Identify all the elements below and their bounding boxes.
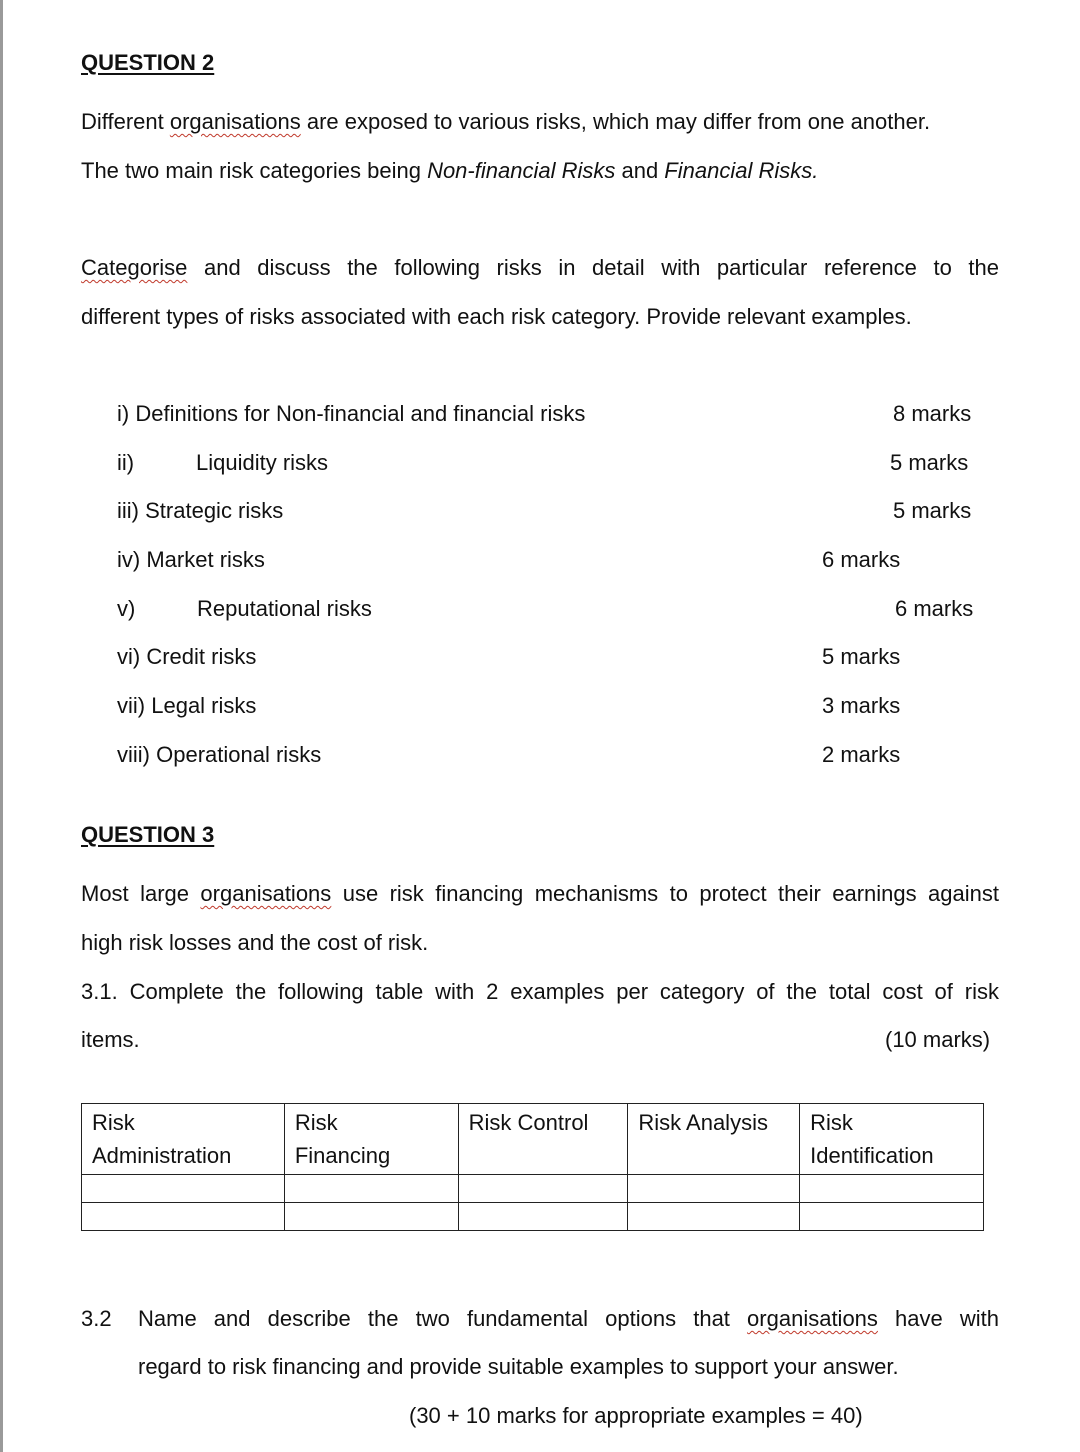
item-number: iii) <box>117 498 139 523</box>
item-label: Market risks <box>146 547 265 572</box>
item-label: Operational risks <box>156 742 322 767</box>
item-marks: 8 marks <box>893 401 972 426</box>
table-header-cell: Risk Control <box>458 1104 628 1175</box>
q3-intro-post: use risk financing mechanisms to protect their earnings against <box>331 881 999 906</box>
table-row <box>82 1175 984 1203</box>
q3-2-line-2: regard to risk financing and provide suitable examples to support your answer. <box>138 1354 899 1379</box>
item-number: i) <box>117 401 130 426</box>
table-header-row <box>82 1104 984 1175</box>
item-number: vii) <box>117 693 146 718</box>
page-edge-line <box>0 0 3 1452</box>
table-cell[interactable] <box>82 1175 285 1203</box>
table-cell[interactable] <box>82 1203 285 1231</box>
item-label: Legal risks <box>151 693 257 718</box>
table-header-cell: Risk Administration <box>82 1104 285 1175</box>
q3-intro-line-2: high risk losses and the cost of risk. <box>81 930 429 955</box>
q2-paragraph-1 <box>81 109 930 135</box>
list-item <box>117 644 256 670</box>
q2-para1-post: are exposed to various risks, which may differ from one another. <box>300 109 931 134</box>
financial-risks-term: Financial Risks. <box>664 158 819 183</box>
item-number: ii) <box>117 450 135 475</box>
q3-2-number: 3.2 <box>81 1306 112 1331</box>
item-number: iv) <box>117 547 141 572</box>
spellcheck-word: organisations <box>200 881 332 906</box>
q3-1-line-1: 3.1. Complete the following table with 2 examples per category of the total cost of risk <box>81 979 999 1004</box>
table-header-cell: Risk Identification <box>800 1104 984 1175</box>
item-label: Liquidity risks <box>196 450 329 475</box>
q2-para1-pre: Different <box>81 109 170 134</box>
item-marks: 2 marks <box>822 742 901 767</box>
table-cell[interactable] <box>284 1203 458 1231</box>
q2-paragraph-2 <box>81 158 818 184</box>
table-row <box>82 1203 984 1231</box>
q3-1-line-2: items. <box>81 1027 140 1052</box>
cost-of-risk-table <box>81 1103 984 1231</box>
table-cell[interactable] <box>458 1203 628 1231</box>
item-label: Definitions for Non-financial and financial risks <box>135 401 586 426</box>
list-item <box>117 742 321 768</box>
non-financial-risks-term: Non-financial Risks <box>427 158 616 183</box>
list-item <box>117 498 283 524</box>
q2-instruction-line-1 <box>81 255 999 281</box>
item-marks: 3 marks <box>822 693 901 718</box>
spellcheck-word: organisations <box>747 1306 878 1331</box>
item-number: vi) <box>117 644 141 669</box>
item-marks: 6 marks <box>895 596 974 621</box>
item-number: viii) <box>117 742 150 767</box>
question-3-heading: QUESTION 3 <box>81 822 215 847</box>
item-label: Reputational risks <box>197 596 372 621</box>
item-number: v) <box>117 596 136 621</box>
table-cell[interactable] <box>458 1175 628 1203</box>
q3-2-post: have with <box>877 1306 999 1331</box>
list-item <box>117 693 256 719</box>
q2-instruction-line-2: different types of risks associated with each risk category. Provide relevant examples. <box>81 304 912 329</box>
q3-intro-pre: Most large <box>81 881 201 906</box>
question-2-heading: QUESTION 2 <box>81 50 215 75</box>
list-item <box>117 547 265 573</box>
q2-instruction-rest: and discuss the following risks in detail with particular reference to the <box>187 255 999 280</box>
table-cell[interactable] <box>800 1203 984 1231</box>
item-marks: 5 marks <box>890 450 969 475</box>
table-header-cell: Risk Financing <box>284 1104 458 1175</box>
spellcheck-word: Categorise <box>81 255 188 280</box>
q3-2-pre: Name and describe the two fundamental options that <box>138 1306 748 1331</box>
table-header-cell: Risk Analysis <box>628 1104 800 1175</box>
list-item <box>117 401 585 427</box>
spellcheck-word: organisations <box>169 109 301 134</box>
q2-para2-pre: The two main risk categories being <box>81 158 428 183</box>
q2-para2-mid: and <box>615 158 665 183</box>
q3-2-marks: (30 + 10 marks for appropriate examples = 40) <box>409 1403 863 1428</box>
table-cell[interactable] <box>628 1175 800 1203</box>
item-label: Credit risks <box>146 644 257 669</box>
table-cell[interactable] <box>284 1175 458 1203</box>
q3-intro-line-1 <box>81 881 999 907</box>
table-cell[interactable] <box>800 1175 984 1203</box>
q3-1-marks: (10 marks) <box>885 1027 991 1052</box>
item-marks: 6 marks <box>822 547 901 572</box>
item-marks: 5 marks <box>822 644 901 669</box>
table-cell[interactable] <box>628 1203 800 1231</box>
item-label: Strategic risks <box>145 498 284 523</box>
item-marks: 5 marks <box>893 498 972 523</box>
q3-2-line-1 <box>138 1306 999 1332</box>
